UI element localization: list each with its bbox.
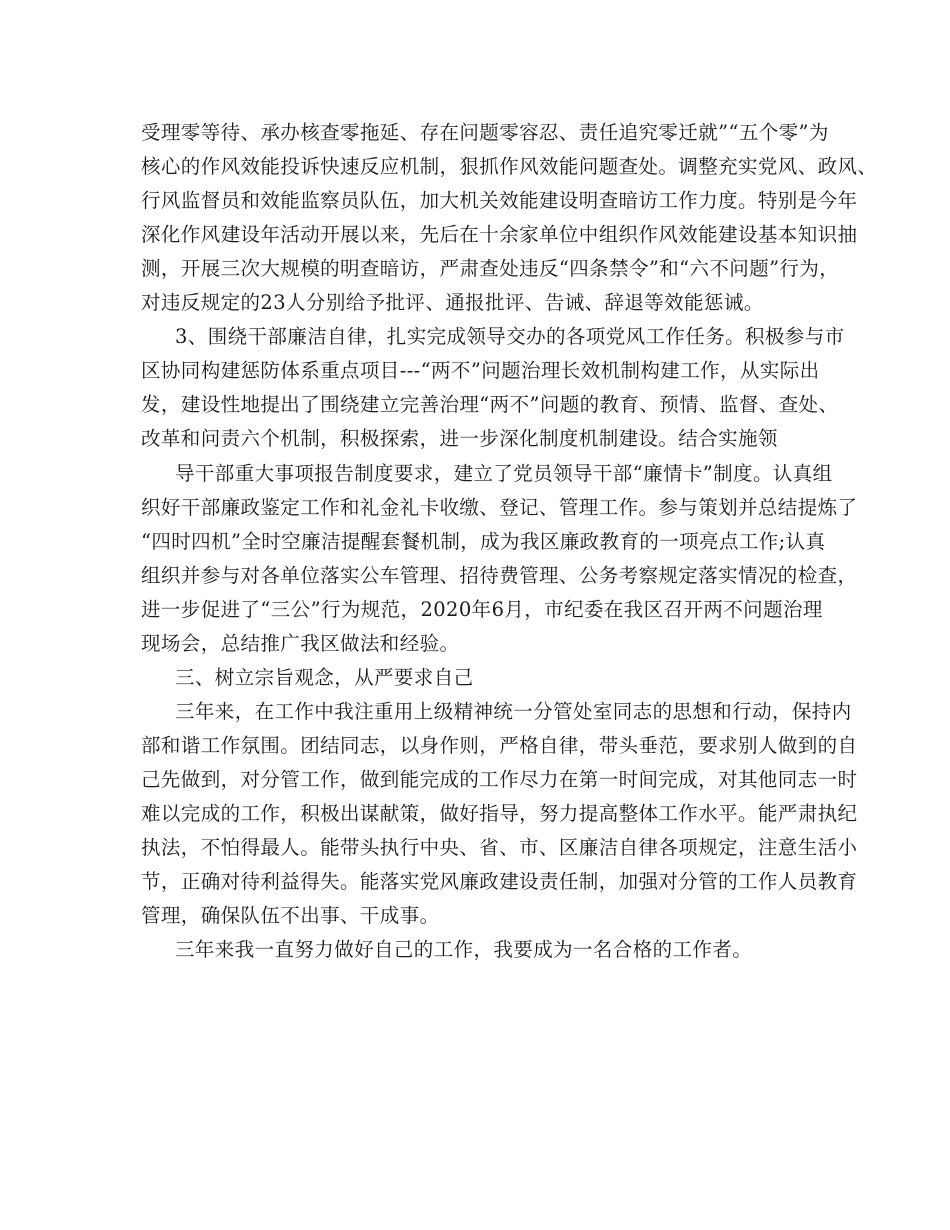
text-line: 部和谐工作氛围。团结同志，以身作则，严格自律，带头垂范，要求别人做到的自 bbox=[141, 734, 858, 757]
closing-line: 三年来我一直努力做好自己的工作，我要成为一名合格的工作者。 bbox=[175, 938, 753, 961]
text-line: 受理零等待、承办核查零拖延、存在问题零容忍、责任追究零迁就”“五个零”为 bbox=[141, 121, 829, 144]
text-line: 行风监督员和效能监察员队伍，加大机关效能建设明查暗访工作力度。特别是今年 bbox=[141, 189, 858, 212]
text-line: 区协同构建惩防体系重点项目---“两不”问题治理长效机制构建工作，从实际出 bbox=[141, 359, 820, 382]
text-line: 核心的作风效能投诉快速反应机制，狠抓作风效能问题查处。调整充实党风、政风、 bbox=[141, 155, 878, 178]
section-item-3: 3、围绕干部廉洁自律，扎实完成领导交办的各项党风工作任务。积极参与市 bbox=[175, 325, 845, 348]
section-heading-3: 三、树立宗旨观念，从严要求自己 bbox=[175, 666, 474, 689]
text-line: 三年来，在工作中我注重用上级精神统一分管处室同志的思想和行动，保持内 bbox=[175, 700, 852, 723]
text-line: 深化作风建设年活动开展以来，先后在十余家单位中组织作风效能建设基本知识抽 bbox=[141, 223, 858, 246]
text-line: 管理，确保队伍不出事、干成事。 bbox=[141, 904, 440, 927]
text-line: 发，建设性地提出了围绕建立完善治理“两不”问题的教育、预情、监督、查处、 bbox=[141, 393, 839, 416]
text-line: 节，正确对待利益得失。能落实党风廉政建设责任制，加强对分管的工作人员教育 bbox=[141, 870, 858, 893]
text-line: 进一步促进了“三公”行为规范，2020年6月，市纪委在我区召开两不问题治理 bbox=[141, 598, 823, 621]
text-line: 测，开展三次大规模的明查暗访，严肃查处违反“四条禁令”和“六不问题”行为， bbox=[141, 257, 840, 280]
text-line: 现场会，总结推广我区做法和经验。 bbox=[141, 632, 460, 655]
text-line: 导干部重大事项报告制度要求，建立了党员领导干部“廉情卡”制度。认真组 bbox=[175, 462, 833, 485]
text-line: 执法，不怕得最人。能带头执行中央、省、市、区廉洁自律各项规定，注意生活小 bbox=[141, 836, 858, 859]
text-line: 织好干部廉政鉴定工作和礼金礼卡收缴、登记、管理工作。参与策划并总结提炼了 bbox=[141, 496, 858, 519]
text-line: 己先做到，对分管工作，做到能完成的工作尽力在第一时间完成，对其他同志一时 bbox=[141, 768, 858, 791]
text-line: “四时四机”全时空廉洁提醒套餐机制，成为我区廉政教育的一项亮点工作;认真 bbox=[141, 530, 826, 553]
text-line: 改革和问责六个机制，积极探索，进一步深化制度机制建设。结合实施领 bbox=[141, 427, 778, 450]
text-line: 对违反规定的23人分别给予批评、通报批评、告诫、辞退等效能惩诫。 bbox=[141, 291, 764, 314]
text-line: 组织并参与对各单位落实公车管理、招待费管理、公务考察规定落实情况的检查， bbox=[141, 564, 858, 587]
text-line: 难以完成的工作，积极出谋献策，做好指导，努力提高整体工作水平。能严肃执纪 bbox=[141, 802, 858, 825]
